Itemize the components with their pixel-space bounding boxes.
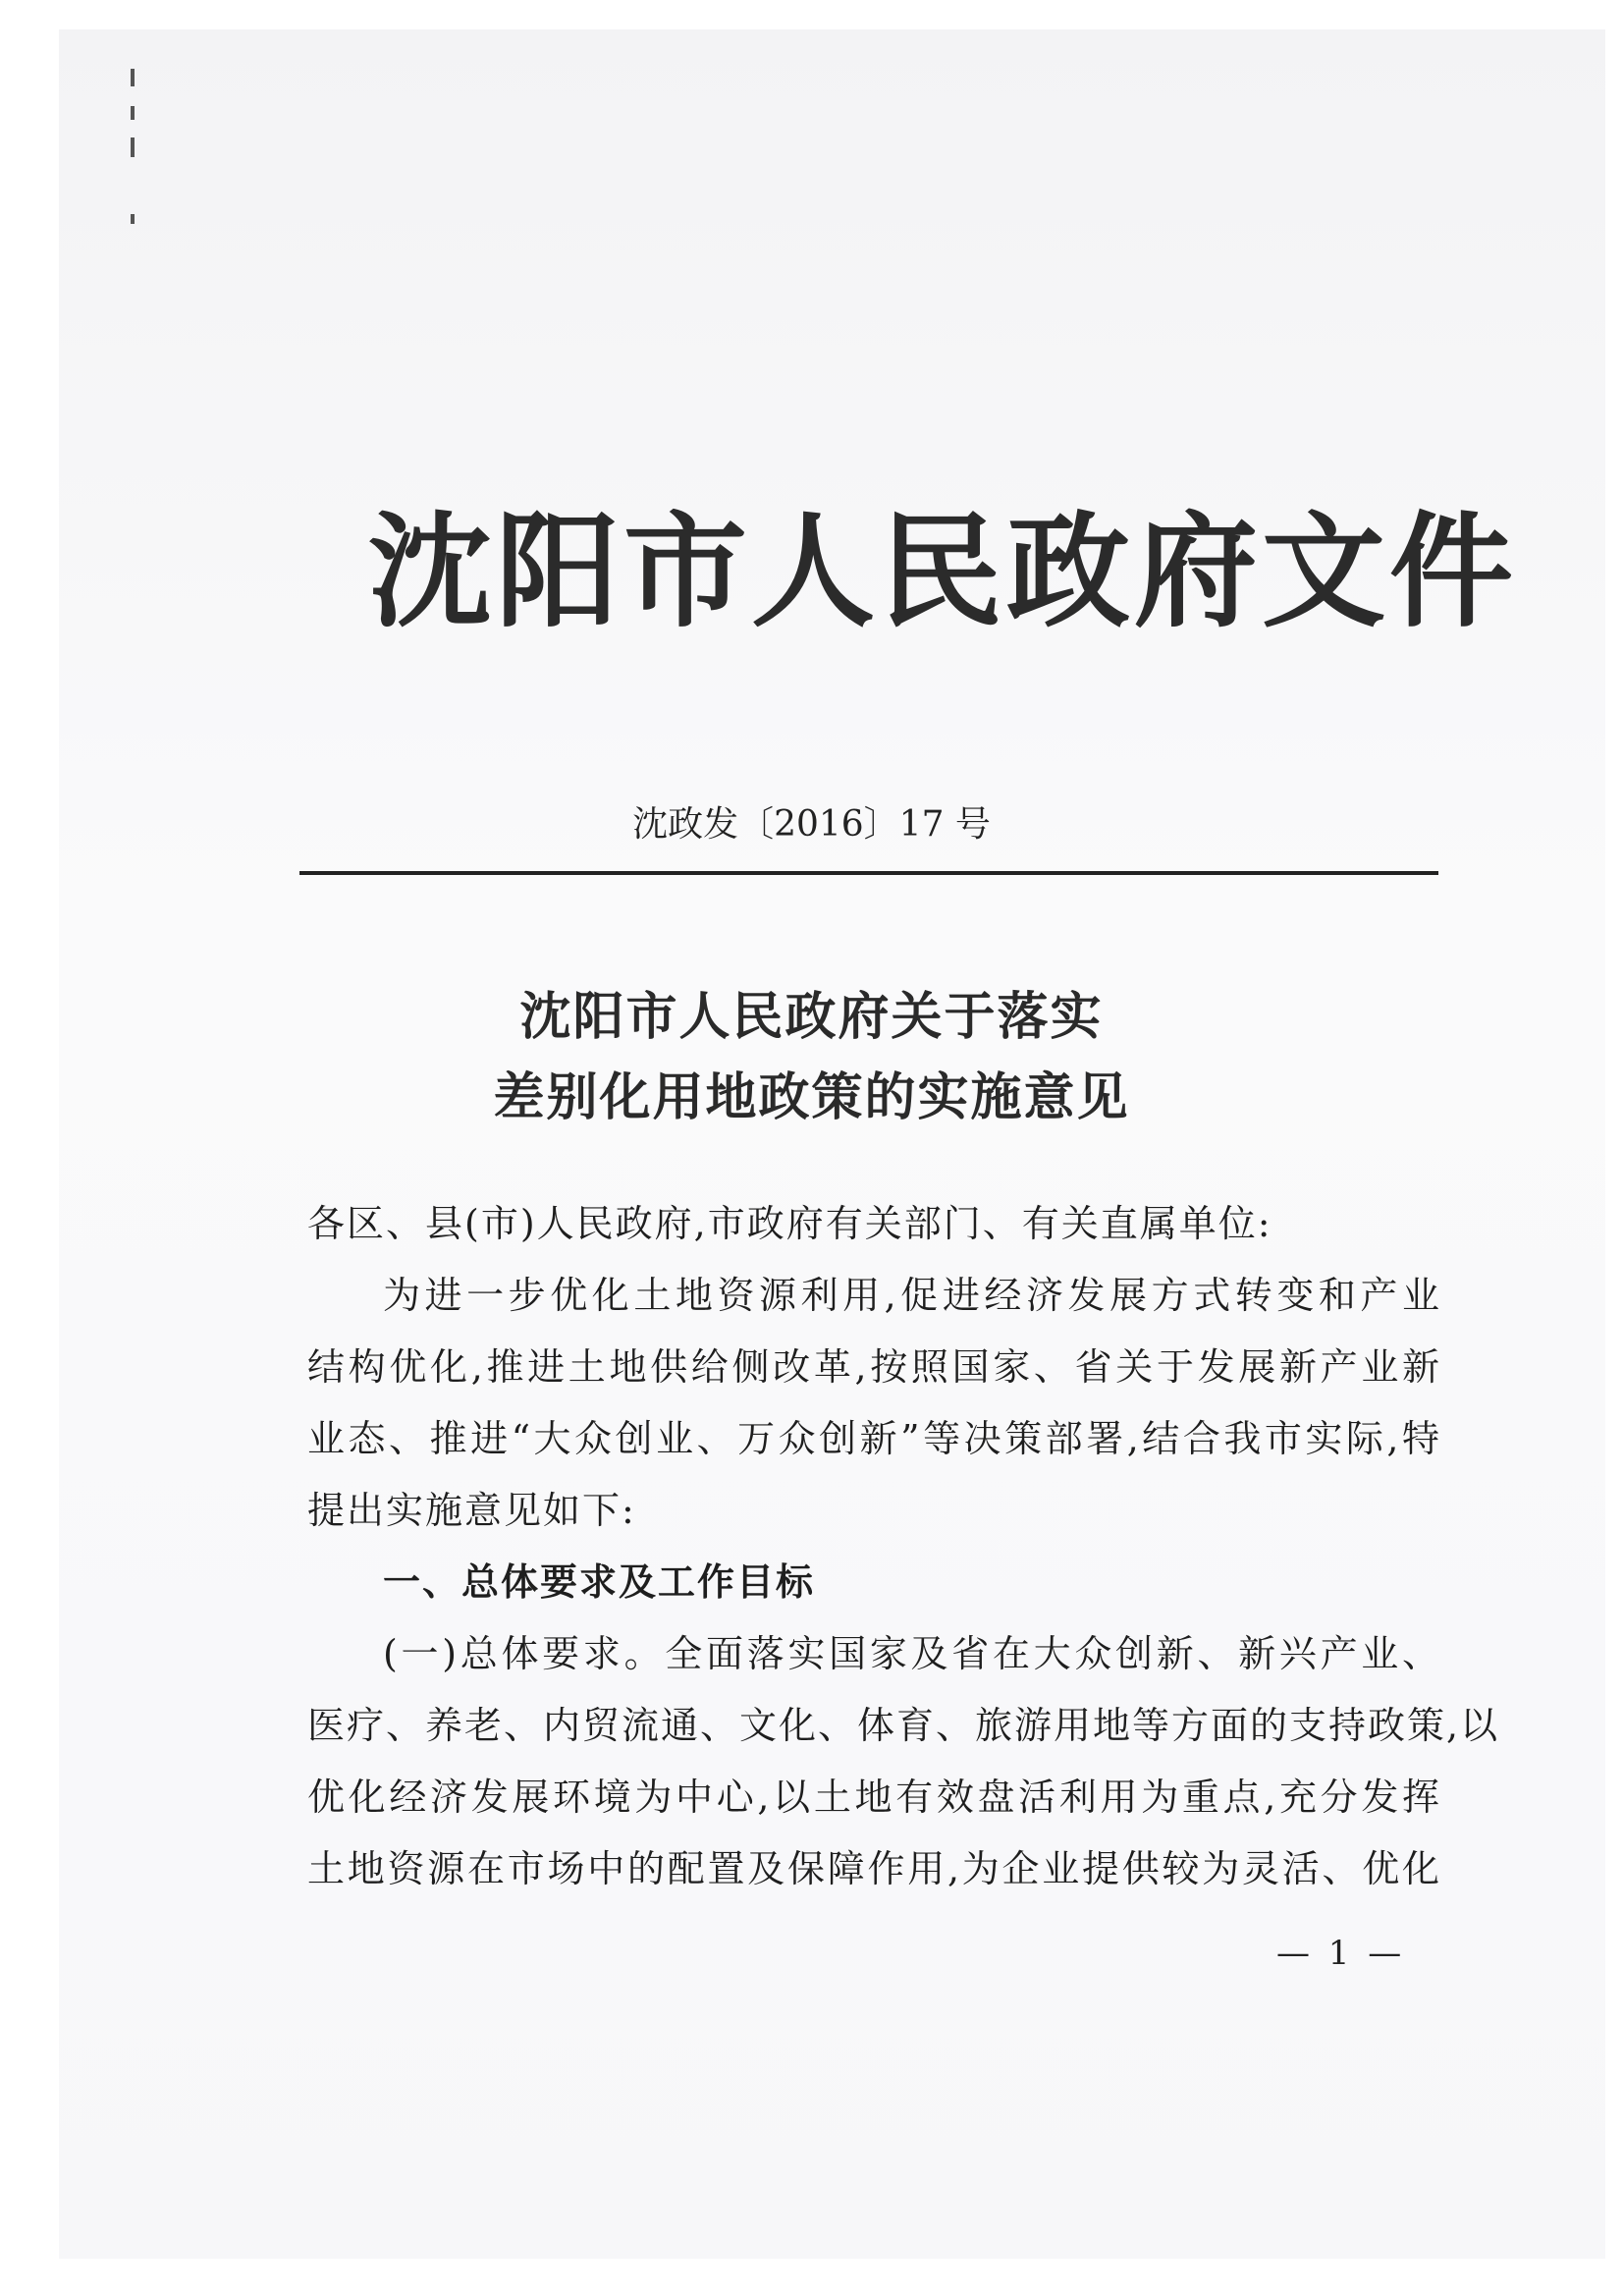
intro-line: 提出实施意见如下: [307,1489,636,1532]
binding-mark [131,106,135,120]
section-heading: 一、总体要求及工作目标 [383,1560,816,1604]
binding-mark [131,69,135,86]
section-paragraph-line: (一)总体要求。全面落实国家及省在大众创新、新兴产业、 [383,1632,1441,1675]
binding-mark [131,214,135,224]
document-number: 沈政发〔2016〕17 号 [632,804,991,845]
issuer-title: 沈阳市人民政府文件 [368,500,1517,644]
section-paragraph-line: 优化经济发展环境为中心,以土地有效盘活利用为重点,充分发挥 [307,1776,1441,1819]
intro-line: 业态、推进“大众创业、万众创新”等决策部署,结合我市实际,特 [307,1417,1441,1460]
header-divider [299,871,1438,875]
intro-line: 为进一步优化土地资源利用,促进经济发展方式转变和产业 [383,1274,1441,1317]
section-paragraph-line: 土地资源在市场中的配置及保障作用,为企业提供较为灵活、优化 [307,1847,1441,1890]
salutation: 各区、县(市)人民政府,市政府有关部门、有关直属单位: [307,1202,1272,1245]
binding-mark [131,137,135,157]
document-title-line-2: 差别化用地政策的实施意见 [493,1068,1130,1127]
intro-line: 结构优化,推进土地供给侧改革,按照国家、省关于发展新产业新 [307,1345,1441,1389]
page-number: — 1 — [1276,1934,1406,1973]
section-paragraph-line: 医疗、养老、内贸流通、文化、体育、旅游用地等方面的支持政策,以 [307,1704,1500,1747]
document-title-line-1: 沈阳市人民政府关于落实 [519,988,1104,1047]
scan-background [59,29,1605,2259]
